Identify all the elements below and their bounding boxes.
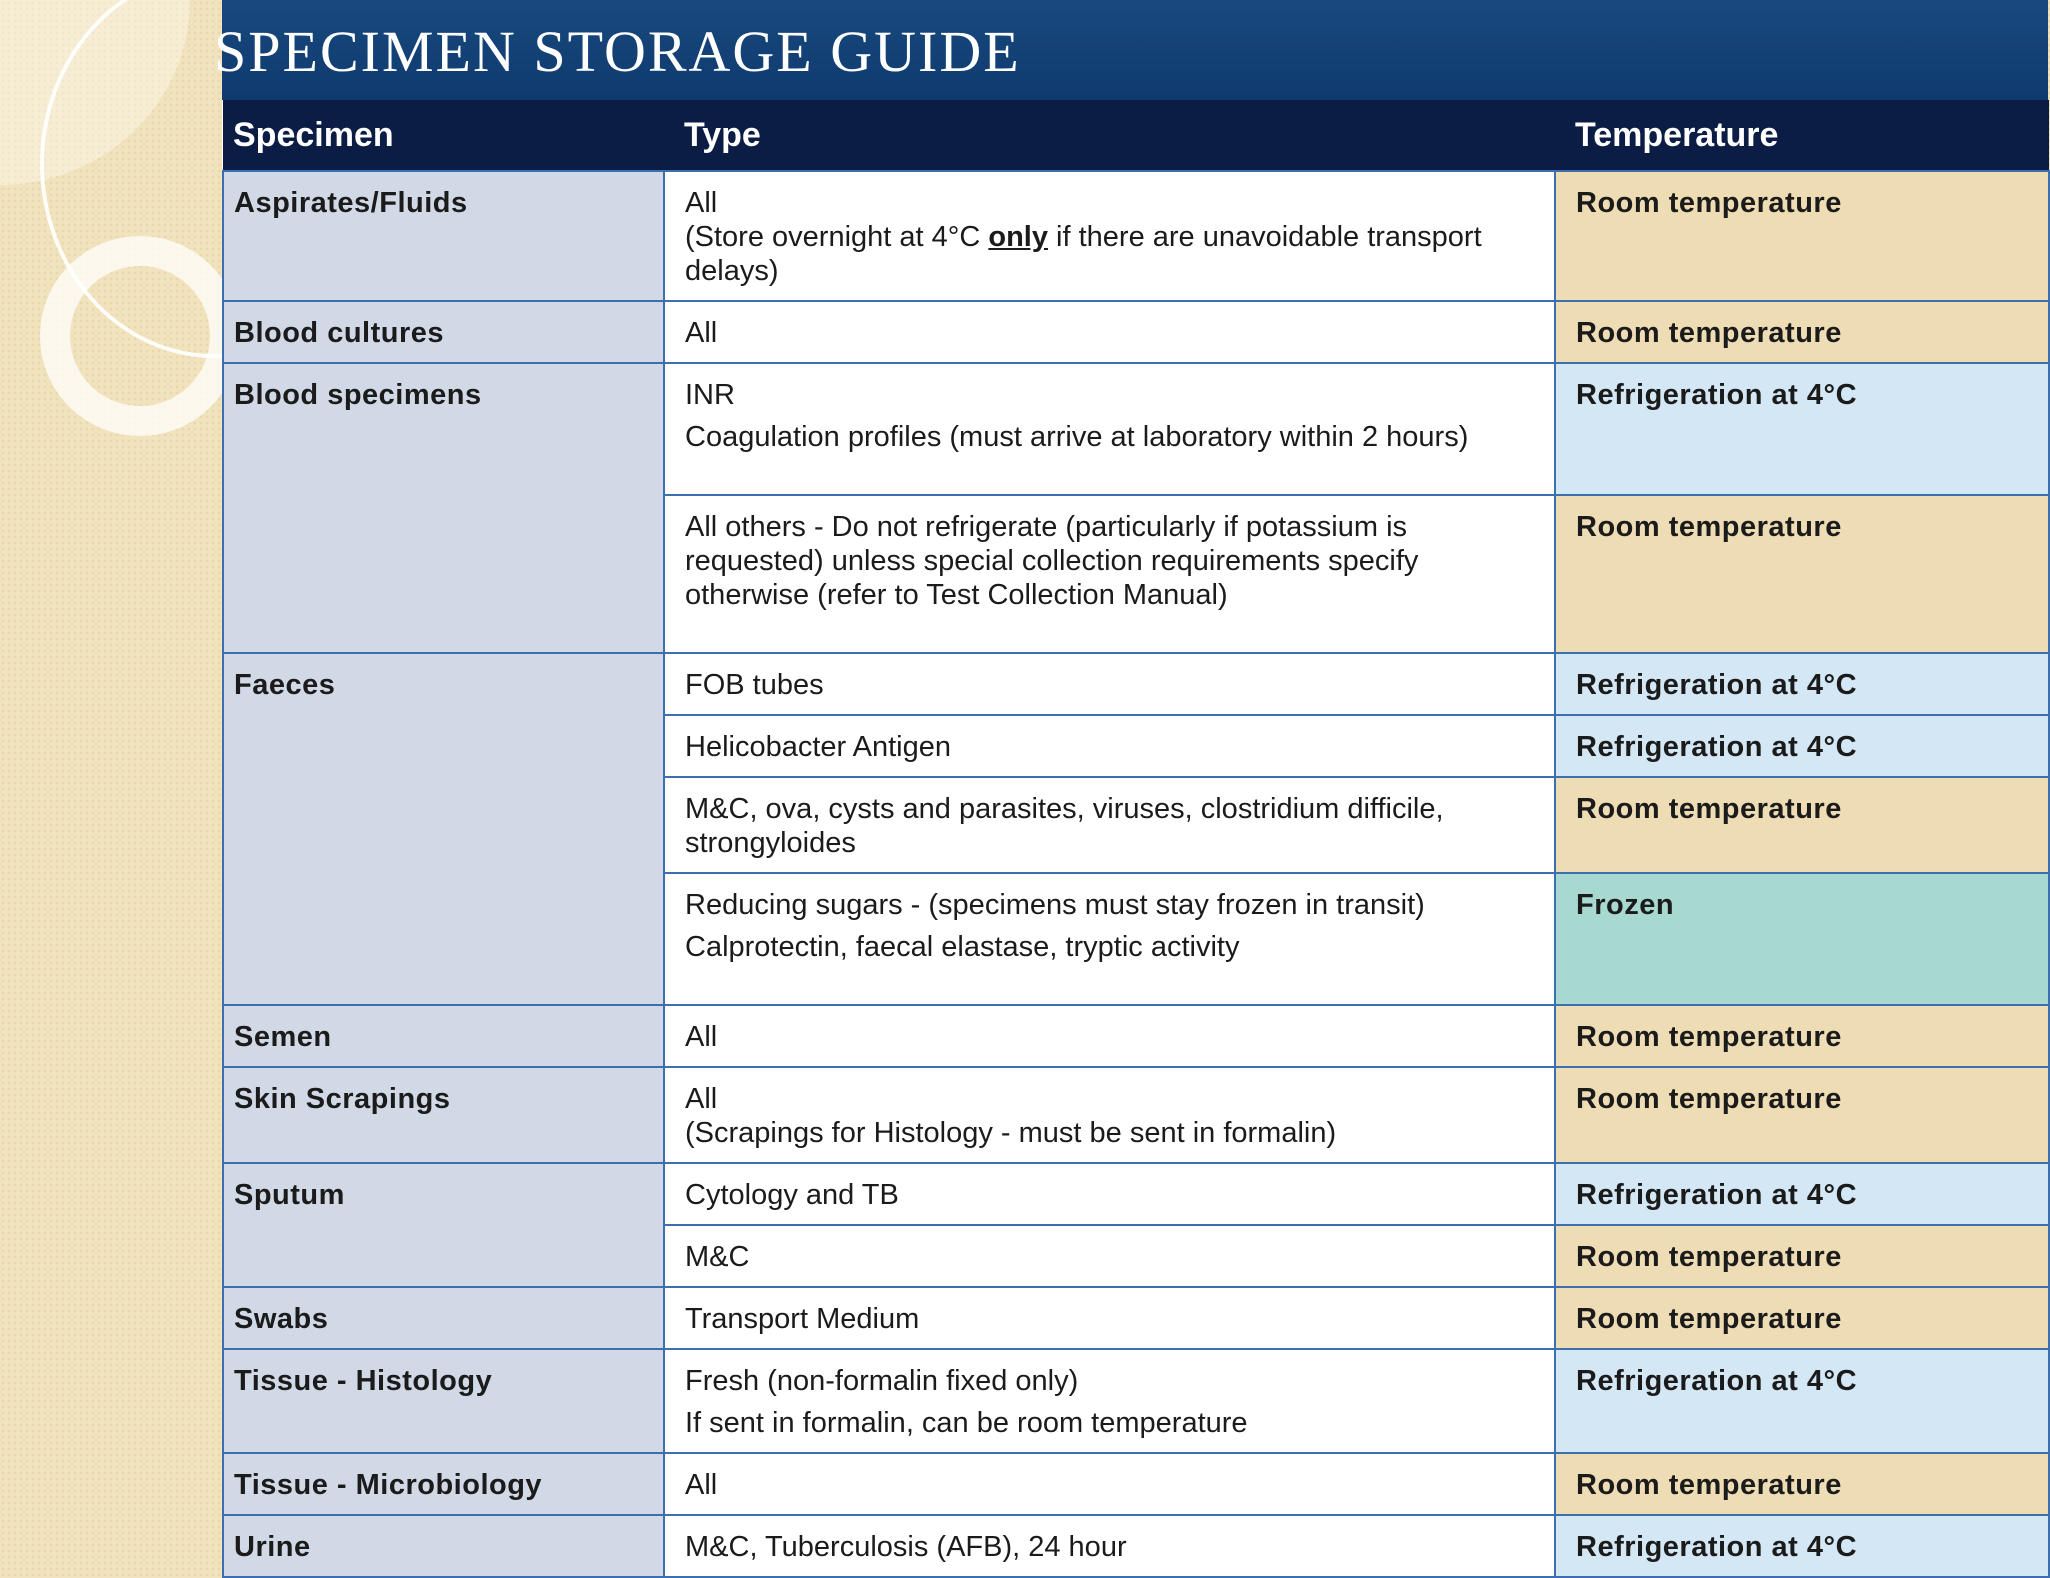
temperature-cell: Room temperature <box>1555 1453 2049 1515</box>
specimen-cell: Tissue - Microbiology <box>223 1453 664 1515</box>
temperature-cell: Room temperature <box>1555 1005 2049 1067</box>
specimen-cell: Urine <box>223 1515 664 1577</box>
specimen-cell: Tissue - Histology <box>223 1349 664 1453</box>
type-text: Fresh (non-formalin fixed only) <box>685 1365 1079 1397</box>
column-header-type: Type <box>664 100 1555 171</box>
type-note: (Store overnight at 4°C <box>685 221 989 253</box>
temperature-cell: Refrigeration at 4°C <box>1555 653 2049 715</box>
table-row <box>223 1453 2049 1515</box>
type-cell: FOB tubes <box>664 653 1555 715</box>
type-cell <box>664 171 1555 301</box>
specimen-cell: Faeces <box>223 653 664 1005</box>
table-row <box>223 1163 2049 1225</box>
specimen-cell: Skin Scrapings <box>223 1067 664 1163</box>
type-cell: Helicobacter Antigen <box>664 715 1555 777</box>
temperature-cell: Refrigeration at 4°C <box>1555 1349 2049 1453</box>
type-text: All <box>685 187 718 219</box>
type-cell: All others - Do not refrigerate (particularly if potassium is requested) unless special collection requirements specify otherwise (refer to Test Collection Manual) <box>664 495 1555 653</box>
table-row <box>223 301 2049 363</box>
type-text: INR <box>685 379 735 411</box>
type-cell: M&C, ova, cysts and parasites, viruses, clostridium difficile, strongyloides <box>664 777 1555 873</box>
table-row <box>223 1005 2049 1067</box>
specimen-cell: Semen <box>223 1005 664 1067</box>
type-cell: M&C <box>664 1225 1555 1287</box>
type-cell <box>664 1349 1555 1453</box>
decorative-ring-small <box>40 236 240 436</box>
type-cell <box>664 873 1555 1005</box>
table-row <box>223 1349 2049 1453</box>
type-note: (Scrapings for Histology - must be sent in formalin) <box>685 1117 1337 1149</box>
page-title: SPECIMEN STORAGE GUIDE <box>214 19 1021 84</box>
type-cell: All <box>664 1005 1555 1067</box>
temperature-cell: Refrigeration at 4°C <box>1555 363 2049 495</box>
type-text: All <box>685 1083 718 1115</box>
type-note: If sent in formalin, can be room temperature <box>685 1407 1248 1439</box>
type-cell: M&C, Tuberculosis (AFB), 24 hour <box>664 1515 1555 1577</box>
type-cell: All <box>664 1453 1555 1515</box>
specimen-cell: Sputum <box>223 1163 664 1287</box>
table-row <box>223 1287 2049 1349</box>
temperature-cell: Refrigeration at 4°C <box>1555 715 2049 777</box>
temperature-cell: Refrigeration at 4°C <box>1555 1163 2049 1225</box>
type-note: Coagulation profiles (must arrive at laboratory within 2 hours) <box>685 421 1469 453</box>
type-cell: Transport Medium <box>664 1287 1555 1349</box>
type-cell: Cytology and TB <box>664 1163 1555 1225</box>
type-cell <box>664 1067 1555 1163</box>
table-header-row <box>223 100 2049 171</box>
table-row <box>223 363 2049 495</box>
temperature-cell: Room temperature <box>1555 1225 2049 1287</box>
type-text: Reducing sugars - (specimens must stay frozen in transit) <box>685 889 1425 921</box>
title-banner <box>214 0 2048 100</box>
temperature-cell: Room temperature <box>1555 1287 2049 1349</box>
table-row <box>223 171 2049 301</box>
table-row <box>223 1515 2049 1577</box>
storage-guide-panel <box>214 0 2048 1563</box>
specimen-cell: Swabs <box>223 1287 664 1349</box>
temperature-cell: Room temperature <box>1555 171 2049 301</box>
temperature-cell: Refrigeration at 4°C <box>1555 1515 2049 1577</box>
temperature-cell: Room temperature <box>1555 777 2049 873</box>
type-emphasis: only <box>988 221 1048 253</box>
type-cell <box>664 363 1555 495</box>
type-note: Calprotectin, faecal elastase, tryptic activity <box>685 931 1240 963</box>
type-cell: All <box>664 301 1555 363</box>
temperature-cell: Room temperature <box>1555 301 2049 363</box>
table-row <box>223 653 2049 715</box>
temperature-cell: Room temperature <box>1555 495 2049 653</box>
temperature-cell: Frozen <box>1555 873 2049 1005</box>
temperature-cell: Room temperature <box>1555 1067 2049 1163</box>
column-header-specimen: Specimen <box>223 100 664 171</box>
storage-table <box>222 100 2050 1578</box>
table-row <box>223 1067 2049 1163</box>
specimen-cell: Blood specimens <box>223 363 664 653</box>
specimen-cell: Blood cultures <box>223 301 664 363</box>
type-note-cont: if there are unavoidable transport delays) <box>685 221 1482 287</box>
column-header-temperature: Temperature <box>1555 100 2049 171</box>
specimen-cell: Aspirates/Fluids <box>223 171 664 301</box>
